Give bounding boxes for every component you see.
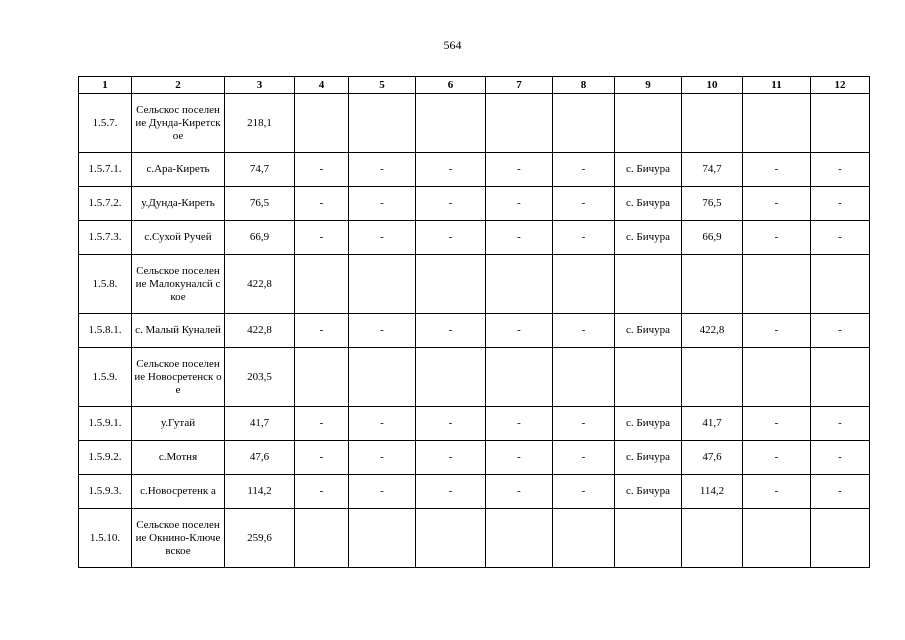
col4-cell bbox=[295, 94, 349, 153]
col4-cell bbox=[295, 348, 349, 407]
col5-cell: - bbox=[349, 314, 416, 348]
settlement-name-cell: Сельское поселение Новосретенск ое bbox=[132, 348, 225, 407]
area-cell: 203,5 bbox=[225, 348, 295, 407]
col12-cell bbox=[811, 94, 870, 153]
col5-cell: - bbox=[349, 441, 416, 475]
col7-cell: - bbox=[486, 475, 553, 509]
col12-cell: - bbox=[811, 441, 870, 475]
col10-cell bbox=[682, 348, 743, 407]
col11-cell bbox=[743, 348, 811, 407]
center-cell: с. Бичура bbox=[615, 221, 682, 255]
center-cell bbox=[615, 94, 682, 153]
col12-cell bbox=[811, 255, 870, 314]
col8-cell: - bbox=[553, 187, 615, 221]
row-id-cell: 1.5.9.1. bbox=[79, 407, 132, 441]
col7-cell bbox=[486, 509, 553, 568]
page-number: 564 bbox=[443, 38, 462, 52]
col7-cell bbox=[486, 348, 553, 407]
table-body bbox=[79, 94, 870, 568]
row-id-cell: 1.5.10. bbox=[79, 509, 132, 568]
col4-cell: - bbox=[295, 187, 349, 221]
header-cell: 4 bbox=[295, 77, 349, 94]
col5-cell bbox=[349, 509, 416, 568]
col7-cell: - bbox=[486, 153, 553, 187]
col4-cell: - bbox=[295, 221, 349, 255]
area-cell: 47,6 bbox=[225, 441, 295, 475]
col10-cell bbox=[682, 255, 743, 314]
header-cell: 10 bbox=[682, 77, 743, 94]
col6-cell bbox=[416, 348, 486, 407]
area-cell: 114,2 bbox=[225, 475, 295, 509]
col8-cell: - bbox=[553, 407, 615, 441]
table-row bbox=[79, 94, 870, 153]
settlement-name-cell: Сельскос поселение Дунда-Киретское bbox=[132, 94, 225, 153]
col10-cell: 114,2 bbox=[682, 475, 743, 509]
data-table bbox=[78, 76, 870, 568]
col11-cell bbox=[743, 94, 811, 153]
center-cell bbox=[615, 509, 682, 568]
col10-cell: 74,7 bbox=[682, 153, 743, 187]
col5-cell: - bbox=[349, 221, 416, 255]
row-id-cell: 1.5.9. bbox=[79, 348, 132, 407]
col5-cell: - bbox=[349, 153, 416, 187]
col4-cell bbox=[295, 255, 349, 314]
col10-cell: 422,8 bbox=[682, 314, 743, 348]
col4-cell: - bbox=[295, 475, 349, 509]
col6-cell: - bbox=[416, 221, 486, 255]
col10-cell: 76,5 bbox=[682, 187, 743, 221]
col8-cell bbox=[553, 348, 615, 407]
area-cell: 218,1 bbox=[225, 94, 295, 153]
row-id-cell: 1.5.7.2. bbox=[79, 187, 132, 221]
center-cell: с. Бичура bbox=[615, 407, 682, 441]
col6-cell: - bbox=[416, 153, 486, 187]
table-row bbox=[79, 314, 870, 348]
col5-cell: - bbox=[349, 475, 416, 509]
col11-cell: - bbox=[743, 475, 811, 509]
col7-cell: - bbox=[486, 407, 553, 441]
col8-cell bbox=[553, 509, 615, 568]
table-row bbox=[79, 187, 870, 221]
table-row bbox=[79, 475, 870, 509]
col11-cell: - bbox=[743, 314, 811, 348]
col4-cell: - bbox=[295, 441, 349, 475]
col12-cell: - bbox=[811, 187, 870, 221]
col5-cell: - bbox=[349, 407, 416, 441]
table-row bbox=[79, 221, 870, 255]
settlement-name-cell: у.Дунда-Киреть bbox=[132, 187, 225, 221]
col10-cell bbox=[682, 509, 743, 568]
row-id-cell: 1.5.7.1. bbox=[79, 153, 132, 187]
row-id-cell: 1.5.8. bbox=[79, 255, 132, 314]
center-cell: с. Бичура bbox=[615, 187, 682, 221]
col7-cell: - bbox=[486, 187, 553, 221]
header-cell: 11 bbox=[743, 77, 811, 94]
col6-cell bbox=[416, 509, 486, 568]
header-cell: 2 bbox=[132, 77, 225, 94]
col8-cell bbox=[553, 94, 615, 153]
col6-cell: - bbox=[416, 187, 486, 221]
col12-cell: - bbox=[811, 221, 870, 255]
col10-cell: 41,7 bbox=[682, 407, 743, 441]
settlement-name-cell: с.Новосретенк а bbox=[132, 475, 225, 509]
header-cell: 9 bbox=[615, 77, 682, 94]
col4-cell bbox=[295, 509, 349, 568]
settlement-name-cell: у.Гутай bbox=[132, 407, 225, 441]
center-cell: с. Бичура bbox=[615, 441, 682, 475]
col12-cell bbox=[811, 509, 870, 568]
table-row bbox=[79, 153, 870, 187]
col11-cell bbox=[743, 255, 811, 314]
col6-cell: - bbox=[416, 407, 486, 441]
col5-cell bbox=[349, 348, 416, 407]
col10-cell: 47,6 bbox=[682, 441, 743, 475]
center-cell bbox=[615, 255, 682, 314]
center-cell: с. Бичура bbox=[615, 475, 682, 509]
area-cell: 422,8 bbox=[225, 314, 295, 348]
col8-cell: - bbox=[553, 221, 615, 255]
row-id-cell: 1.5.9.2. bbox=[79, 441, 132, 475]
area-cell: 422,8 bbox=[225, 255, 295, 314]
settlement-name-cell: Сельское поселение Окнино-Ключевское bbox=[132, 509, 225, 568]
row-id-cell: 1.5.7. bbox=[79, 94, 132, 153]
col7-cell bbox=[486, 94, 553, 153]
settlement-name-cell: с. Малый Куналей bbox=[132, 314, 225, 348]
row-id-cell: 1.5.7.3. bbox=[79, 221, 132, 255]
col11-cell: - bbox=[743, 221, 811, 255]
settlement-name-cell: с.Сухой Ручей bbox=[132, 221, 225, 255]
col8-cell: - bbox=[553, 153, 615, 187]
settlement-name-cell: с.Ара-Киреть bbox=[132, 153, 225, 187]
col5-cell bbox=[349, 94, 416, 153]
table-row bbox=[79, 255, 870, 314]
header-row bbox=[79, 77, 870, 94]
col6-cell bbox=[416, 255, 486, 314]
col8-cell: - bbox=[553, 441, 615, 475]
col8-cell: - bbox=[553, 314, 615, 348]
row-id-cell: 1.5.9.3. bbox=[79, 475, 132, 509]
center-cell: с. Бичура bbox=[615, 314, 682, 348]
table-row bbox=[79, 407, 870, 441]
col6-cell: - bbox=[416, 441, 486, 475]
center-cell: с. Бичура bbox=[615, 153, 682, 187]
col4-cell: - bbox=[295, 407, 349, 441]
header-cell: 8 bbox=[553, 77, 615, 94]
table-row bbox=[79, 441, 870, 475]
col8-cell bbox=[553, 255, 615, 314]
col5-cell: - bbox=[349, 187, 416, 221]
header-cell: 12 bbox=[811, 77, 870, 94]
col12-cell bbox=[811, 348, 870, 407]
col12-cell: - bbox=[811, 407, 870, 441]
area-cell: 259,6 bbox=[225, 509, 295, 568]
area-cell: 76,5 bbox=[225, 187, 295, 221]
settlement-name-cell: Сельское поселение Малокуналсй ское bbox=[132, 255, 225, 314]
area-cell: 66,9 bbox=[225, 221, 295, 255]
header-cell: 5 bbox=[349, 77, 416, 94]
col7-cell: - bbox=[486, 441, 553, 475]
col4-cell: - bbox=[295, 153, 349, 187]
area-cell: 74,7 bbox=[225, 153, 295, 187]
col11-cell: - bbox=[743, 407, 811, 441]
header-cell: 3 bbox=[225, 77, 295, 94]
col8-cell: - bbox=[553, 475, 615, 509]
center-cell bbox=[615, 348, 682, 407]
col7-cell bbox=[486, 255, 553, 314]
col12-cell: - bbox=[811, 314, 870, 348]
header-cell: 6 bbox=[416, 77, 486, 94]
col6-cell: - bbox=[416, 475, 486, 509]
row-id-cell: 1.5.8.1. bbox=[79, 314, 132, 348]
col5-cell bbox=[349, 255, 416, 314]
col6-cell bbox=[416, 94, 486, 153]
col11-cell: - bbox=[743, 187, 811, 221]
col12-cell: - bbox=[811, 153, 870, 187]
table-row bbox=[79, 348, 870, 407]
header-cell: 1 bbox=[79, 77, 132, 94]
col6-cell: - bbox=[416, 314, 486, 348]
table-row bbox=[79, 509, 870, 568]
col4-cell: - bbox=[295, 314, 349, 348]
col11-cell: - bbox=[743, 153, 811, 187]
settlement-name-cell: с.Мотня bbox=[132, 441, 225, 475]
col10-cell bbox=[682, 94, 743, 153]
col10-cell: 66,9 bbox=[682, 221, 743, 255]
col7-cell: - bbox=[486, 221, 553, 255]
area-cell: 41,7 bbox=[225, 407, 295, 441]
col11-cell: - bbox=[743, 441, 811, 475]
col12-cell: - bbox=[811, 475, 870, 509]
col7-cell: - bbox=[486, 314, 553, 348]
col11-cell bbox=[743, 509, 811, 568]
header-cell: 7 bbox=[486, 77, 553, 94]
